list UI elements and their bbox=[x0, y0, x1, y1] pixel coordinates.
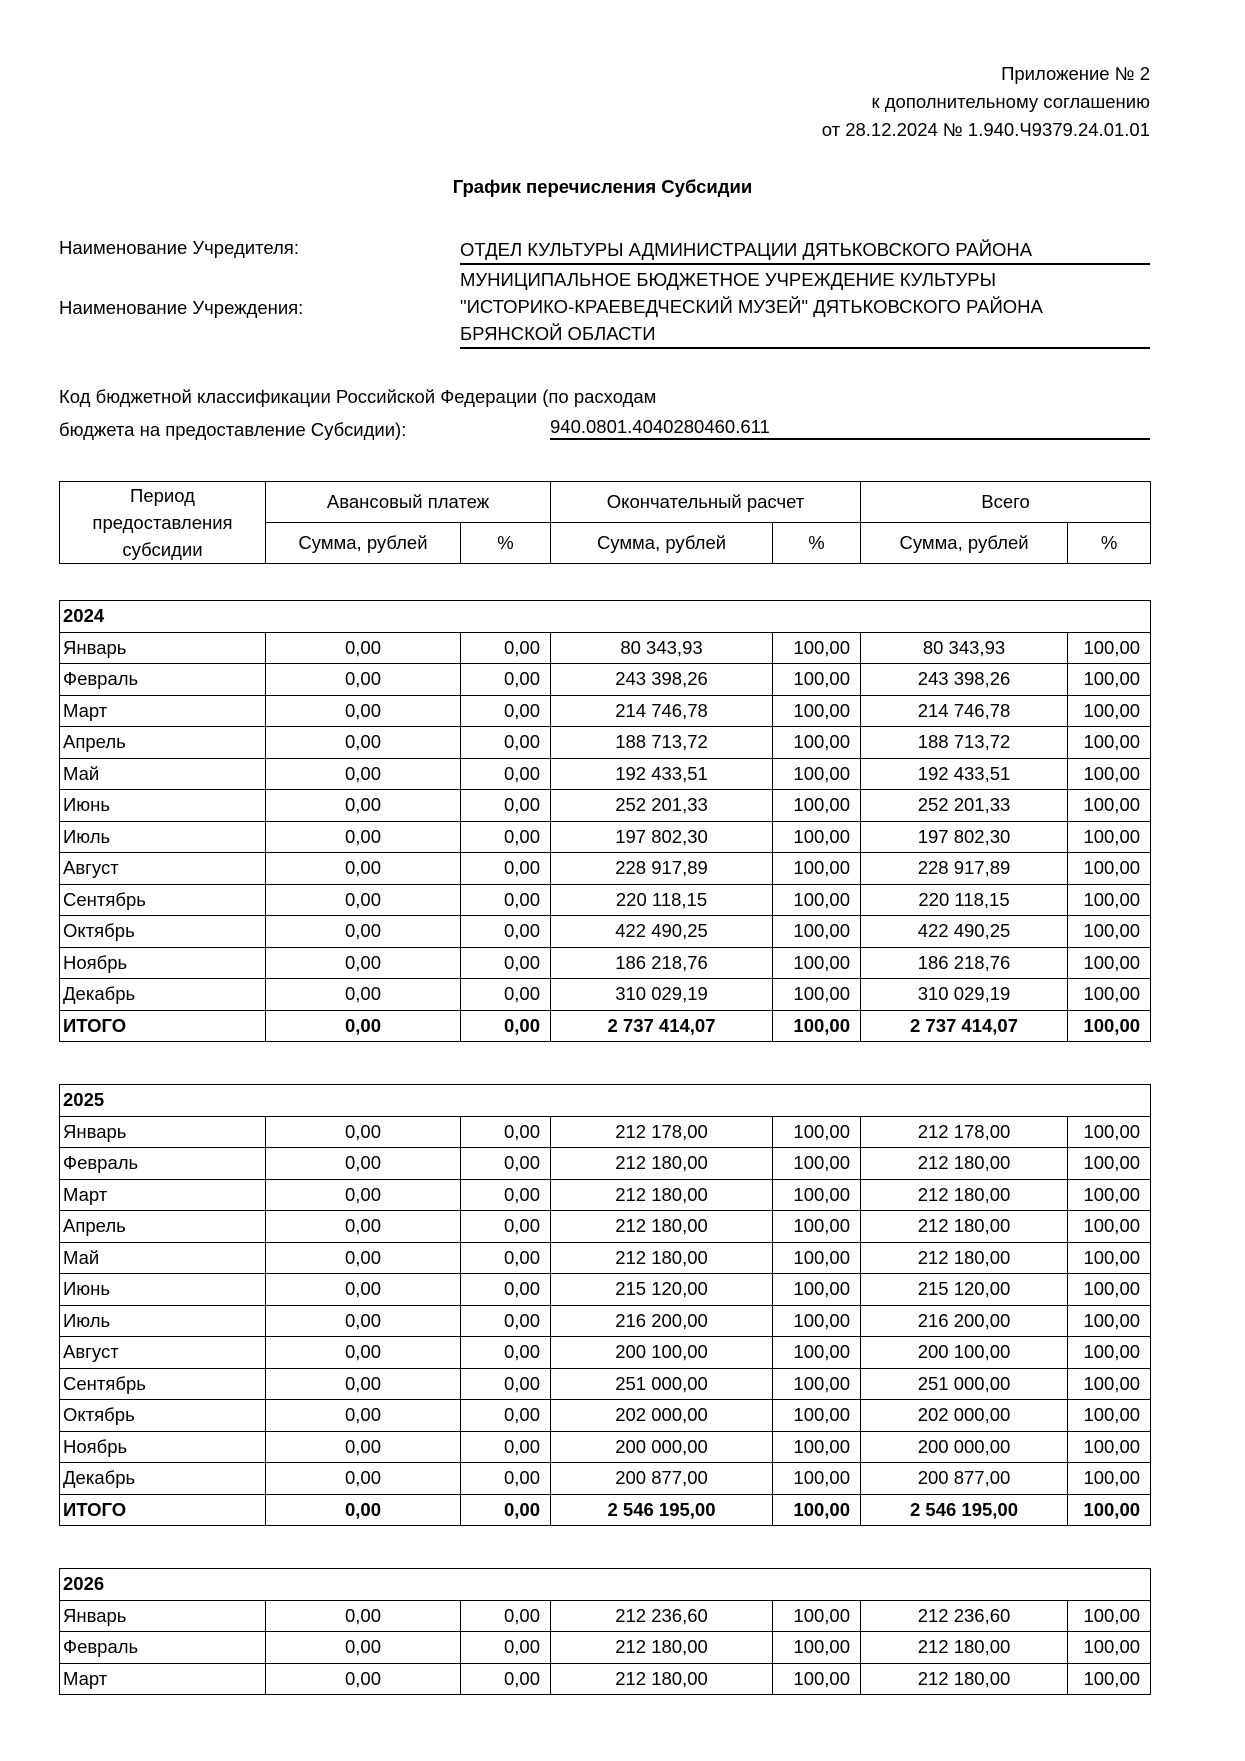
advance-pct-cell: 0,00 bbox=[461, 664, 551, 696]
final-sum-cell: 251 000,00 bbox=[551, 1368, 773, 1400]
period-cell: Август bbox=[60, 853, 266, 885]
total-pct-cell: 100,00 bbox=[1068, 1431, 1151, 1463]
total-pct-cell: 100,00 bbox=[1068, 884, 1151, 916]
final-pct-cell: 100,00 bbox=[773, 1179, 861, 1211]
appendix-reference: к дополнительному соглашению bbox=[871, 91, 1150, 112]
period-cell: Март bbox=[60, 695, 266, 727]
final-sum-cell: 212 180,00 bbox=[551, 1242, 773, 1274]
advance-pct-cell: 0,00 bbox=[461, 758, 551, 790]
total-sum-cell: 214 746,78 bbox=[861, 695, 1068, 727]
advance-sum-cell: 0,00 bbox=[266, 1116, 461, 1148]
final-sum-cell: 2 546 195,00 bbox=[551, 1494, 773, 1526]
table-row bbox=[60, 1600, 1151, 1632]
total-pct-cell: 100,00 bbox=[1068, 1211, 1151, 1243]
kbk-value: 940.0801.4040280460.611 bbox=[550, 416, 1150, 440]
final-pct-cell: 100,00 bbox=[773, 695, 861, 727]
total-sum-header: Сумма, рублей bbox=[861, 523, 1068, 564]
total-sum-cell: 212 236,60 bbox=[861, 1600, 1068, 1632]
advance-sum-cell: 0,00 bbox=[266, 632, 461, 664]
advance-pct-cell: 0,00 bbox=[461, 947, 551, 979]
advance-pct-cell: 0,00 bbox=[461, 632, 551, 664]
schedule-header-table bbox=[59, 481, 1151, 564]
final-sum-cell: 200 877,00 bbox=[551, 1463, 773, 1495]
period-cell: Январь bbox=[60, 632, 266, 664]
final-sum-cell: 216 200,00 bbox=[551, 1305, 773, 1337]
final-pct-cell: 100,00 bbox=[773, 1305, 861, 1337]
advance-sum-cell: 0,00 bbox=[266, 664, 461, 696]
total-sum-cell: 252 201,33 bbox=[861, 790, 1068, 822]
advance-sum-cell: 0,00 bbox=[266, 1431, 461, 1463]
total-sum-cell: 202 000,00 bbox=[861, 1400, 1068, 1432]
advance-header: Авансовый платеж bbox=[266, 482, 551, 523]
final-sum-cell: 212 178,00 bbox=[551, 1116, 773, 1148]
final-pct-cell: 100,00 bbox=[773, 1368, 861, 1400]
final-pct-cell: 100,00 bbox=[773, 821, 861, 853]
final-sum-cell: 200 000,00 bbox=[551, 1431, 773, 1463]
final-pct-cell: 100,00 bbox=[773, 1116, 861, 1148]
total-row bbox=[60, 1494, 1151, 1526]
final-pct-cell: 100,00 bbox=[773, 1431, 861, 1463]
agreement-date-number: от 28.12.2024 № 1.940.Ч9379.24.01.01 bbox=[821, 119, 1150, 140]
period-cell: Ноябрь bbox=[60, 1431, 266, 1463]
final-sum-cell: 220 118,15 bbox=[551, 884, 773, 916]
table-row bbox=[60, 1663, 1151, 1695]
total-sum-cell: 212 178,00 bbox=[861, 1116, 1068, 1148]
total-pct-cell: 100,00 bbox=[1068, 1663, 1151, 1695]
total-pct-header: % bbox=[1068, 523, 1151, 564]
advance-sum-cell: 0,00 bbox=[266, 979, 461, 1011]
advance-pct-cell: 0,00 bbox=[461, 1494, 551, 1526]
final-sum-header: Сумма, рублей bbox=[551, 523, 773, 564]
total-sum-cell: 200 000,00 bbox=[861, 1431, 1068, 1463]
period-cell: Май bbox=[60, 758, 266, 790]
final-pct-cell: 100,00 bbox=[773, 1463, 861, 1495]
total-sum-cell: 200 100,00 bbox=[861, 1337, 1068, 1369]
advance-sum-cell: 0,00 bbox=[266, 758, 461, 790]
final-sum-cell: 310 029,19 bbox=[551, 979, 773, 1011]
year-table-2026 bbox=[59, 1568, 1151, 1695]
advance-sum-cell: 0,00 bbox=[266, 1600, 461, 1632]
institution-value-line: БРЯНСКОЙ ОБЛАСТИ bbox=[460, 323, 656, 344]
final-sum-cell: 197 802,30 bbox=[551, 821, 773, 853]
total-pct-cell: 100,00 bbox=[1068, 758, 1151, 790]
period-cell: Январь bbox=[60, 1116, 266, 1148]
advance-pct-cell: 0,00 bbox=[461, 1010, 551, 1042]
period-cell: ИТОГО bbox=[60, 1010, 266, 1042]
total-pct-cell: 100,00 bbox=[1068, 1494, 1151, 1526]
final-pct-cell: 100,00 bbox=[773, 1337, 861, 1369]
table-row bbox=[60, 916, 1151, 948]
advance-pct-cell: 0,00 bbox=[461, 1400, 551, 1432]
total-pct-cell: 100,00 bbox=[1068, 1305, 1151, 1337]
advance-sum-cell: 0,00 bbox=[266, 1337, 461, 1369]
total-pct-cell: 100,00 bbox=[1068, 1274, 1151, 1306]
table-row bbox=[60, 884, 1151, 916]
final-pct-cell: 100,00 bbox=[773, 1211, 861, 1243]
founder-value: ОТДЕЛ КУЛЬТУРЫ АДМИНИСТРАЦИИ ДЯТЬКОВСКОГО РАЙОНА bbox=[460, 236, 1150, 265]
table-row bbox=[60, 664, 1151, 696]
total-pct-cell: 100,00 bbox=[1068, 632, 1151, 664]
advance-pct-cell: 0,00 bbox=[461, 916, 551, 948]
period-cell: Сентябрь bbox=[60, 1368, 266, 1400]
final-pct-cell: 100,00 bbox=[773, 947, 861, 979]
period-header: Период предоставления субсидии bbox=[60, 482, 266, 564]
total-sum-cell: 192 433,51 bbox=[861, 758, 1068, 790]
advance-sum-cell: 0,00 bbox=[266, 1305, 461, 1337]
final-sum-cell: 228 917,89 bbox=[551, 853, 773, 885]
table-row bbox=[60, 1368, 1151, 1400]
advance-pct-cell: 0,00 bbox=[461, 1274, 551, 1306]
period-cell: Ноябрь bbox=[60, 947, 266, 979]
period-cell: Октябрь bbox=[60, 1400, 266, 1432]
year-label: 2024 bbox=[60, 601, 1151, 633]
total-sum-cell: 228 917,89 bbox=[861, 853, 1068, 885]
period-cell: ИТОГО bbox=[60, 1494, 266, 1526]
advance-pct-cell: 0,00 bbox=[461, 1663, 551, 1695]
total-pct-cell: 100,00 bbox=[1068, 916, 1151, 948]
advance-sum-cell: 0,00 bbox=[266, 1400, 461, 1432]
table-row bbox=[60, 758, 1151, 790]
period-cell: Июнь bbox=[60, 1274, 266, 1306]
total-sum-cell: 216 200,00 bbox=[861, 1305, 1068, 1337]
period-cell: Август bbox=[60, 1337, 266, 1369]
final-sum-cell: 188 713,72 bbox=[551, 727, 773, 759]
advance-sum-cell: 0,00 bbox=[266, 1211, 461, 1243]
total-sum-cell: 243 398,26 bbox=[861, 664, 1068, 696]
institution-label: Наименование Учреждения: bbox=[59, 297, 304, 318]
total-sum-cell: 220 118,15 bbox=[861, 884, 1068, 916]
advance-sum-cell: 0,00 bbox=[266, 1368, 461, 1400]
period-cell: Июль bbox=[60, 1305, 266, 1337]
final-sum-cell: 214 746,78 bbox=[551, 695, 773, 727]
advance-sum-cell: 0,00 bbox=[266, 695, 461, 727]
advance-sum-cell: 0,00 bbox=[266, 884, 461, 916]
total-pct-cell: 100,00 bbox=[1068, 979, 1151, 1011]
advance-pct-cell: 0,00 bbox=[461, 1305, 551, 1337]
total-sum-cell: 200 877,00 bbox=[861, 1463, 1068, 1495]
total-pct-cell: 100,00 bbox=[1068, 821, 1151, 853]
final-pct-cell: 100,00 bbox=[773, 790, 861, 822]
advance-pct-cell: 0,00 bbox=[461, 1600, 551, 1632]
document-title: График перечисления Субсидии bbox=[452, 176, 753, 197]
kbk-label-line: Код бюджетной классификации Российской Федерации (по расходам bbox=[59, 386, 657, 407]
final-sum-cell: 2 737 414,07 bbox=[551, 1010, 773, 1042]
advance-pct-cell: 0,00 bbox=[461, 979, 551, 1011]
period-cell: Февраль bbox=[60, 1632, 266, 1664]
advance-sum-cell: 0,00 bbox=[266, 1494, 461, 1526]
period-cell: Март bbox=[60, 1179, 266, 1211]
advance-pct-cell: 0,00 bbox=[461, 821, 551, 853]
total-pct-cell: 100,00 bbox=[1068, 727, 1151, 759]
year-table-2025 bbox=[59, 1084, 1151, 1526]
advance-pct-cell: 0,00 bbox=[461, 790, 551, 822]
advance-sum-cell: 0,00 bbox=[266, 1179, 461, 1211]
advance-pct-cell: 0,00 bbox=[461, 1179, 551, 1211]
total-sum-cell: 422 490,25 bbox=[861, 916, 1068, 948]
final-pct-cell: 100,00 bbox=[773, 1632, 861, 1664]
final-pct-cell: 100,00 bbox=[773, 884, 861, 916]
advance-pct-cell: 0,00 bbox=[461, 1116, 551, 1148]
total-pct-cell: 100,00 bbox=[1068, 853, 1151, 885]
table-row bbox=[60, 1305, 1151, 1337]
final-sum-cell: 200 100,00 bbox=[551, 1337, 773, 1369]
period-cell: Май bbox=[60, 1242, 266, 1274]
final-pct-cell: 100,00 bbox=[773, 632, 861, 664]
document-header bbox=[822, 60, 1150, 144]
total-pct-cell: 100,00 bbox=[1068, 790, 1151, 822]
table-row bbox=[60, 1116, 1151, 1148]
total-sum-cell: 212 180,00 bbox=[861, 1663, 1068, 1695]
total-sum-cell: 80 343,93 bbox=[861, 632, 1068, 664]
table-row bbox=[60, 1463, 1151, 1495]
total-pct-cell: 100,00 bbox=[1068, 1179, 1151, 1211]
advance-sum-cell: 0,00 bbox=[266, 853, 461, 885]
advance-sum-cell: 0,00 bbox=[266, 1274, 461, 1306]
advance-sum-cell: 0,00 bbox=[266, 821, 461, 853]
total-sum-cell: 215 120,00 bbox=[861, 1274, 1068, 1306]
advance-sum-cell: 0,00 bbox=[266, 727, 461, 759]
final-sum-cell: 212 180,00 bbox=[551, 1211, 773, 1243]
final-sum-cell: 212 180,00 bbox=[551, 1632, 773, 1664]
table-row bbox=[60, 947, 1151, 979]
final-pct-cell: 100,00 bbox=[773, 1600, 861, 1632]
table-row bbox=[60, 1632, 1151, 1664]
period-cell: Июнь bbox=[60, 790, 266, 822]
advance-sum-cell: 0,00 bbox=[266, 790, 461, 822]
total-pct-cell: 100,00 bbox=[1068, 1148, 1151, 1180]
advance-sum-header: Сумма, рублей bbox=[266, 523, 461, 564]
total-pct-cell: 100,00 bbox=[1068, 1600, 1151, 1632]
advance-pct-cell: 0,00 bbox=[461, 1632, 551, 1664]
table-row bbox=[60, 790, 1151, 822]
total-pct-cell: 100,00 bbox=[1068, 1463, 1151, 1495]
total-sum-cell: 212 180,00 bbox=[861, 1632, 1068, 1664]
final-pct-cell: 100,00 bbox=[773, 758, 861, 790]
advance-pct-cell: 0,00 bbox=[461, 1148, 551, 1180]
total-sum-cell: 2 737 414,07 bbox=[861, 1010, 1068, 1042]
total-pct-cell: 100,00 bbox=[1068, 1400, 1151, 1432]
advance-pct-cell: 0,00 bbox=[461, 853, 551, 885]
advance-sum-cell: 0,00 bbox=[266, 1242, 461, 1274]
period-cell: Декабрь bbox=[60, 1463, 266, 1495]
total-sum-cell: 212 180,00 bbox=[861, 1179, 1068, 1211]
final-sum-cell: 186 218,76 bbox=[551, 947, 773, 979]
table-row bbox=[60, 1148, 1151, 1180]
total-sum-cell: 186 218,76 bbox=[861, 947, 1068, 979]
final-sum-cell: 212 180,00 bbox=[551, 1148, 773, 1180]
final-pct-cell: 100,00 bbox=[773, 727, 861, 759]
period-cell: Июль bbox=[60, 821, 266, 853]
advance-pct-cell: 0,00 bbox=[461, 884, 551, 916]
period-cell: Январь bbox=[60, 1600, 266, 1632]
total-sum-cell: 212 180,00 bbox=[861, 1148, 1068, 1180]
period-cell: Апрель bbox=[60, 727, 266, 759]
final-pct-header: % bbox=[773, 523, 861, 564]
final-pct-cell: 100,00 bbox=[773, 1494, 861, 1526]
total-sum-cell: 188 713,72 bbox=[861, 727, 1068, 759]
total-header: Всего bbox=[861, 482, 1151, 523]
total-sum-cell: 212 180,00 bbox=[861, 1211, 1068, 1243]
total-pct-cell: 100,00 bbox=[1068, 1010, 1151, 1042]
final-pct-cell: 100,00 bbox=[773, 1148, 861, 1180]
advance-pct-cell: 0,00 bbox=[461, 1463, 551, 1495]
final-sum-cell: 80 343,93 bbox=[551, 632, 773, 664]
final-sum-cell: 212 180,00 bbox=[551, 1179, 773, 1211]
total-sum-cell: 212 180,00 bbox=[861, 1242, 1068, 1274]
period-cell: Апрель bbox=[60, 1211, 266, 1243]
final-sum-cell: 243 398,26 bbox=[551, 664, 773, 696]
advance-pct-cell: 0,00 bbox=[461, 1431, 551, 1463]
advance-pct-header: % bbox=[461, 523, 551, 564]
final-sum-cell: 202 000,00 bbox=[551, 1400, 773, 1432]
total-pct-cell: 100,00 bbox=[1068, 1368, 1151, 1400]
table-row bbox=[60, 1400, 1151, 1432]
total-pct-cell: 100,00 bbox=[1068, 947, 1151, 979]
table-row bbox=[60, 727, 1151, 759]
total-sum-cell: 2 546 195,00 bbox=[861, 1494, 1068, 1526]
advance-sum-cell: 0,00 bbox=[266, 1010, 461, 1042]
final-sum-cell: 192 433,51 bbox=[551, 758, 773, 790]
total-sum-cell: 310 029,19 bbox=[861, 979, 1068, 1011]
table-row bbox=[60, 1242, 1151, 1274]
table-row bbox=[60, 695, 1151, 727]
advance-pct-cell: 0,00 bbox=[461, 1337, 551, 1369]
total-sum-cell: 251 000,00 bbox=[861, 1368, 1068, 1400]
table-row bbox=[60, 853, 1151, 885]
year-table-2024 bbox=[59, 600, 1151, 1042]
final-pct-cell: 100,00 bbox=[773, 853, 861, 885]
final-sum-cell: 212 236,60 bbox=[551, 1600, 773, 1632]
institution-value-line: "ИСТОРИКО-КРАЕВЕДЧЕСКИЙ МУЗЕЙ" ДЯТЬКОВСКОГО РАЙОНА bbox=[460, 296, 1043, 317]
year-label: 2025 bbox=[60, 1085, 1151, 1117]
table-row bbox=[60, 1211, 1151, 1243]
total-pct-cell: 100,00 bbox=[1068, 1116, 1151, 1148]
advance-pct-cell: 0,00 bbox=[461, 695, 551, 727]
appendix-number: Приложение № 2 bbox=[1001, 63, 1150, 84]
final-header: Окончательный расчет bbox=[551, 482, 861, 523]
final-pct-cell: 100,00 bbox=[773, 1010, 861, 1042]
final-pct-cell: 100,00 bbox=[773, 664, 861, 696]
institution-value bbox=[460, 266, 1150, 349]
institution-value-line: МУНИЦИПАЛЬНОЕ БЮДЖЕТНОЕ УЧРЕЖДЕНИЕ КУЛЬТУРЫ bbox=[460, 269, 997, 290]
year-label: 2026 bbox=[60, 1569, 1151, 1601]
final-sum-cell: 212 180,00 bbox=[551, 1663, 773, 1695]
final-sum-cell: 252 201,33 bbox=[551, 790, 773, 822]
table-row bbox=[60, 979, 1151, 1011]
period-cell: Октябрь bbox=[60, 916, 266, 948]
final-pct-cell: 100,00 bbox=[773, 1400, 861, 1432]
table-row bbox=[60, 821, 1151, 853]
advance-sum-cell: 0,00 bbox=[266, 1463, 461, 1495]
table-row bbox=[60, 632, 1151, 664]
advance-pct-cell: 0,00 bbox=[461, 1211, 551, 1243]
advance-sum-cell: 0,00 bbox=[266, 1632, 461, 1664]
table-row bbox=[60, 1179, 1151, 1211]
advance-sum-cell: 0,00 bbox=[266, 1148, 461, 1180]
advance-pct-cell: 0,00 bbox=[461, 1242, 551, 1274]
table-row bbox=[60, 1337, 1151, 1369]
final-pct-cell: 100,00 bbox=[773, 1274, 861, 1306]
period-cell: Февраль bbox=[60, 664, 266, 696]
total-pct-cell: 100,00 bbox=[1068, 1337, 1151, 1369]
final-sum-cell: 422 490,25 bbox=[551, 916, 773, 948]
period-cell: Декабрь bbox=[60, 979, 266, 1011]
kbk-label-line: бюджета на предоставление Субсидии): bbox=[59, 419, 407, 440]
final-pct-cell: 100,00 bbox=[773, 979, 861, 1011]
table-row bbox=[60, 1274, 1151, 1306]
total-sum-cell: 197 802,30 bbox=[861, 821, 1068, 853]
final-pct-cell: 100,00 bbox=[773, 1663, 861, 1695]
total-pct-cell: 100,00 bbox=[1068, 695, 1151, 727]
final-pct-cell: 100,00 bbox=[773, 1242, 861, 1274]
advance-sum-cell: 0,00 bbox=[266, 1663, 461, 1695]
period-cell: Февраль bbox=[60, 1148, 266, 1180]
final-pct-cell: 100,00 bbox=[773, 916, 861, 948]
advance-sum-cell: 0,00 bbox=[266, 916, 461, 948]
period-cell: Март bbox=[60, 1663, 266, 1695]
final-sum-cell: 215 120,00 bbox=[551, 1274, 773, 1306]
advance-pct-cell: 0,00 bbox=[461, 727, 551, 759]
total-pct-cell: 100,00 bbox=[1068, 1632, 1151, 1664]
total-pct-cell: 100,00 bbox=[1068, 1242, 1151, 1274]
advance-sum-cell: 0,00 bbox=[266, 947, 461, 979]
advance-pct-cell: 0,00 bbox=[461, 1368, 551, 1400]
total-row bbox=[60, 1010, 1151, 1042]
total-pct-cell: 100,00 bbox=[1068, 664, 1151, 696]
table-row bbox=[60, 1431, 1151, 1463]
period-cell: Сентябрь bbox=[60, 884, 266, 916]
founder-label: Наименование Учредителя: bbox=[59, 237, 299, 258]
